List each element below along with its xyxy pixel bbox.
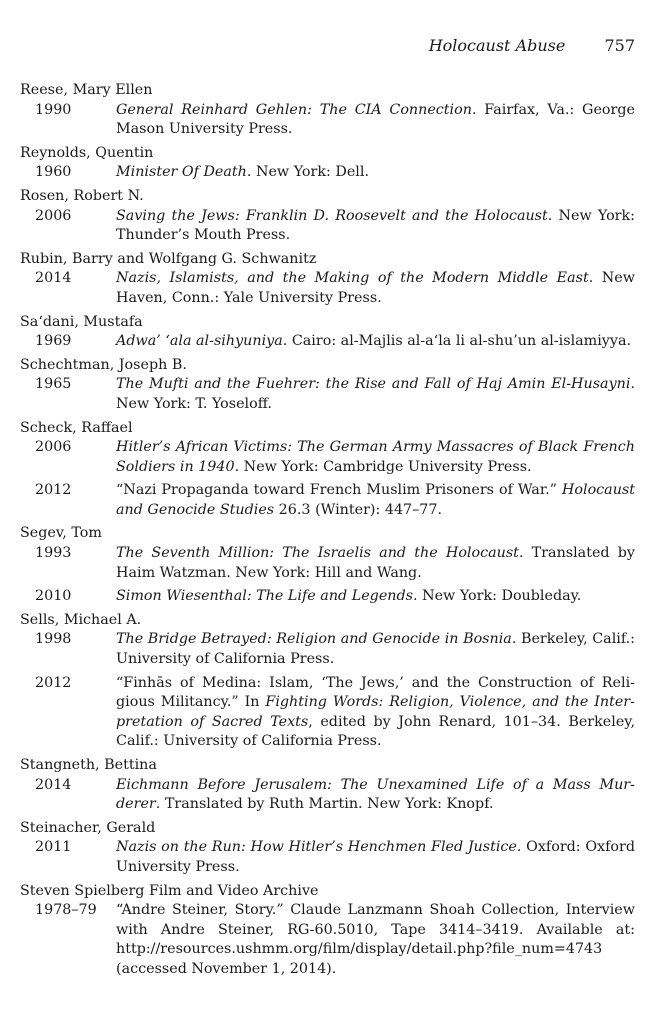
running-header	[429, 36, 635, 56]
citation-text: 26.3 (Winter): 447–77.	[274, 501, 443, 518]
work-year: 1990	[35, 101, 72, 118]
citation-text: . New York: Thunder’s Mouth Press.	[116, 207, 635, 244]
work-item	[20, 838, 635, 877]
work-item	[20, 776, 635, 815]
entry-author: Reynolds, Quentin	[20, 144, 154, 161]
work-year: 1960	[35, 164, 72, 181]
bibliography-entry	[20, 524, 635, 606]
work-year: 2014	[35, 776, 72, 793]
work-year: 2006	[35, 439, 72, 456]
entry-author: Stangneth, Bettina	[20, 757, 157, 773]
work-year: 1965	[35, 376, 72, 393]
work-citation	[116, 674, 635, 752]
work-item	[20, 438, 635, 477]
bibliography-entry	[20, 313, 635, 352]
work-item	[20, 101, 635, 140]
citation-text: . Oxford: Oxford University Press.	[116, 839, 635, 875]
citation-title: The Mufti and the Fuehrer: the Rise and Fall of Haj Amin El-Husayni	[116, 376, 631, 393]
work-item	[20, 587, 635, 607]
entry-author: Scheck, Raffael	[20, 419, 133, 436]
entry-author: Rosen, Robert N.	[20, 187, 144, 204]
citation-title: The Bridge Betrayed: Religion and Genocide in Bosnia	[116, 631, 512, 648]
work-item	[20, 332, 635, 352]
work-year: 1998	[35, 631, 72, 648]
work-citation	[116, 207, 635, 246]
citation-text: . New York: T. Yoseloff.	[116, 376, 635, 412]
work-item	[20, 375, 635, 414]
citation-title: Simon Wiesenthal: The Life and Legends	[116, 588, 413, 605]
citation-title: Holocaust and Genocide Studies	[116, 482, 635, 518]
work-citation	[116, 776, 635, 815]
work-item	[20, 630, 635, 669]
work-item	[20, 481, 635, 520]
entry-author: Sa‘dani, Mustafa	[20, 313, 143, 330]
work-citation	[116, 332, 635, 352]
work-item	[20, 544, 635, 583]
work-item	[20, 269, 635, 308]
page-number: 757	[604, 36, 635, 55]
work-year: 2010	[35, 588, 72, 605]
entry-author: Steven Spielberg Film and Video Archive	[20, 882, 319, 899]
entry-author: Rubin, Barry and Wolfgang G. Schwanitz	[20, 250, 317, 267]
work-year: 1993	[35, 545, 72, 562]
work-citation	[116, 630, 635, 669]
citation-text: “Nazi Propaganda toward French Muslim Prisoners of War.”	[116, 482, 562, 499]
work-item	[20, 163, 635, 183]
work-citation	[116, 269, 635, 308]
citation-title: Saving the Jews: Franklin D. Roosevelt and the Holocaust	[116, 207, 548, 224]
citation-title: The Seventh Million: The Israelis and the Holocaust	[116, 545, 519, 562]
entry-author: Steinacher, Gerald	[20, 819, 156, 836]
work-citation	[116, 587, 635, 607]
work-citation	[116, 163, 635, 183]
citation-title: Eichmann Before Jerusalem: The Unexamined Life of a Mass Murderer	[116, 776, 635, 813]
citation-title: Adwa’ ‘ala al-sihyuniya	[116, 333, 283, 350]
entry-author: Schechtman, Joseph B.	[20, 356, 187, 373]
bibliography-entry	[20, 419, 635, 521]
work-citation	[116, 544, 635, 583]
work-citation	[116, 481, 635, 520]
work-year: 2014	[35, 270, 72, 287]
citation-text: “Finhās of Medina: Islam, ‘The Jews,’ and the Construction of Religious Militancy.” In	[116, 674, 635, 711]
bibliography-entry	[20, 819, 635, 878]
citation-title: General Reinhard Gehlen: The CIA Connection	[116, 101, 472, 118]
work-year: 1978–79	[35, 902, 97, 919]
work-item	[20, 901, 635, 979]
bibliography-entry	[20, 756, 635, 815]
work-year: 2012	[35, 482, 72, 499]
citation-text: . Translated by Ruth Martin. New York: Knopf.	[155, 796, 494, 813]
work-year: 1969	[35, 333, 72, 350]
work-citation	[116, 838, 635, 877]
citation-title: Minister Of Death	[116, 164, 247, 181]
work-citation	[116, 375, 635, 414]
bibliography-entry	[20, 81, 635, 140]
bibliography-entry	[20, 882, 635, 980]
work-item	[20, 207, 635, 246]
citation-text: . Translated by Haim Watzman. New York: Hill and Wang.	[116, 545, 635, 581]
bibliography-entry	[20, 187, 635, 246]
citation-text: . New York: Doubleday.	[412, 588, 582, 605]
work-citation	[116, 901, 635, 979]
citation-text: . New York: Cambridge University Press.	[234, 458, 532, 475]
work-year: 2006	[35, 207, 72, 224]
entry-author: Sells, Michael A.	[20, 611, 142, 628]
work-citation	[116, 101, 635, 140]
work-citation	[116, 438, 635, 477]
bibliography-entry	[20, 611, 635, 752]
citation-title: Hitler’s African Victims: The German Army Massacres of Black French Soldiers in 1940	[116, 439, 635, 475]
running-title: Holocaust Abuse	[428, 36, 566, 55]
bibliography-list	[20, 81, 635, 984]
citation-title: Nazis, Islamists, and the Making of the Modern Middle East	[116, 270, 589, 287]
work-year: 2012	[35, 674, 72, 691]
work-item	[20, 674, 635, 752]
citation-text: . New Haven, Conn.: Yale University Press.	[116, 270, 635, 306]
entry-author: Reese, Mary Ellen	[20, 82, 153, 98]
citation-title: Nazis on the Run: How Hitler’s Henchmen Fled Justice	[116, 839, 517, 856]
bibliography-entry	[20, 250, 635, 309]
citation-text: . Fairfax, Va.: George Mason University Press.	[116, 101, 635, 138]
citation-text: . Berkeley, Calif.: University of California Press.	[116, 631, 635, 668]
citation-text: , edited by John Renard, 101–34. Berkeley, Calif.: University of California Press.	[116, 713, 635, 750]
bibliography-entry	[20, 356, 635, 415]
work-year: 2011	[35, 839, 72, 856]
citation-text: . Cairo: al-Majlis al-a‘la li al-shu’un al-islamiyya.	[282, 333, 632, 350]
citation-text: “Andre Steiner, Story.” Claude Lanzmann Shoah Collection, Interview with Andre Steiner, RG-60.5010, Tape 3414–3419. Available at: http://resources.ushmm.org/film/display/detail.php?file_num=4743 (accessed November 1, 2014).	[116, 902, 635, 977]
citation-text: . New York: Dell.	[246, 164, 369, 181]
entry-author: Segev, Tom	[20, 525, 102, 542]
bibliography-entry	[20, 144, 635, 183]
citation-title: Fighting Words: Religion, Violence, and the Interpretation of Sacred Texts	[116, 694, 635, 730]
